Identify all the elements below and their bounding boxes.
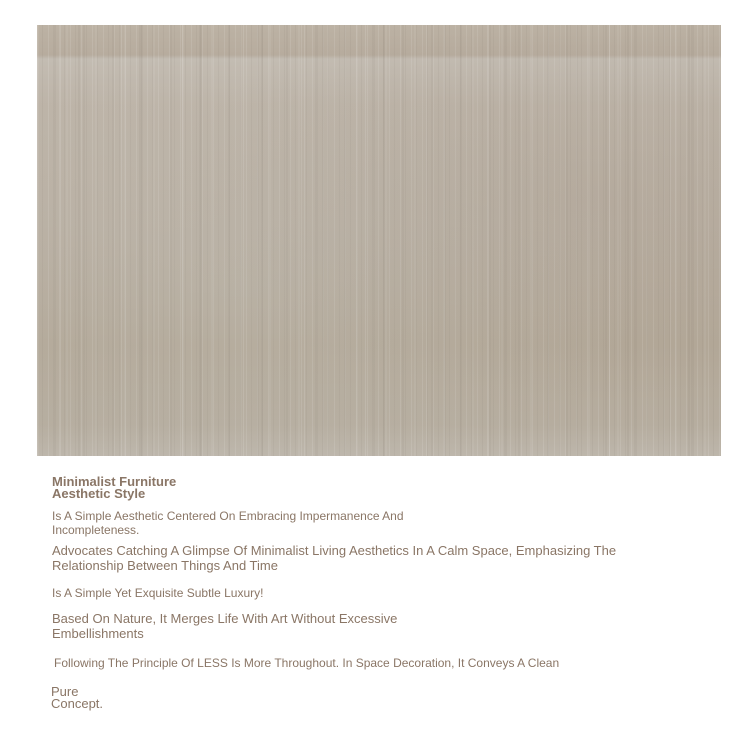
heading-line-1: Minimalist Furniture [52, 474, 177, 489]
paragraph-line: Based On Nature, It Merges Life With Art Without Excessive [52, 611, 398, 626]
paragraph-line: Embellishments [52, 626, 144, 641]
paragraph-living-aesthetics [52, 543, 616, 573]
footer-line-1: Pure [51, 684, 79, 699]
paragraph-line: Incompleteness. [52, 523, 140, 537]
paragraph-line: Relationship Between Things And Time [52, 558, 278, 573]
paragraph-line: Is A Simple Yet Exquisite Subtle Luxury! [52, 586, 264, 600]
heading-line-2: Aesthetic Style [52, 486, 146, 501]
footer-line-2: Concept. [51, 696, 104, 711]
paragraph-nature [52, 611, 397, 641]
paragraph-less-is-more [54, 656, 559, 670]
footer-title [51, 686, 103, 710]
paragraph-subtle-luxury [52, 586, 263, 600]
paragraph-impermanence [52, 509, 404, 537]
paragraph-line: Advocates Catching A Glimpse Of Minimalist Living Aesthetics In A Calm Space, Emphasizing The [52, 543, 617, 558]
fabric-texture-image [37, 25, 721, 456]
paragraph-line: Following The Principle Of LESS Is More Throughout. In Space Decoration, It Conveys A Clean [54, 656, 560, 670]
heading-title [52, 476, 176, 500]
paragraph-line: Is A Simple Aesthetic Centered On Embracing Impermanence And [52, 509, 404, 523]
